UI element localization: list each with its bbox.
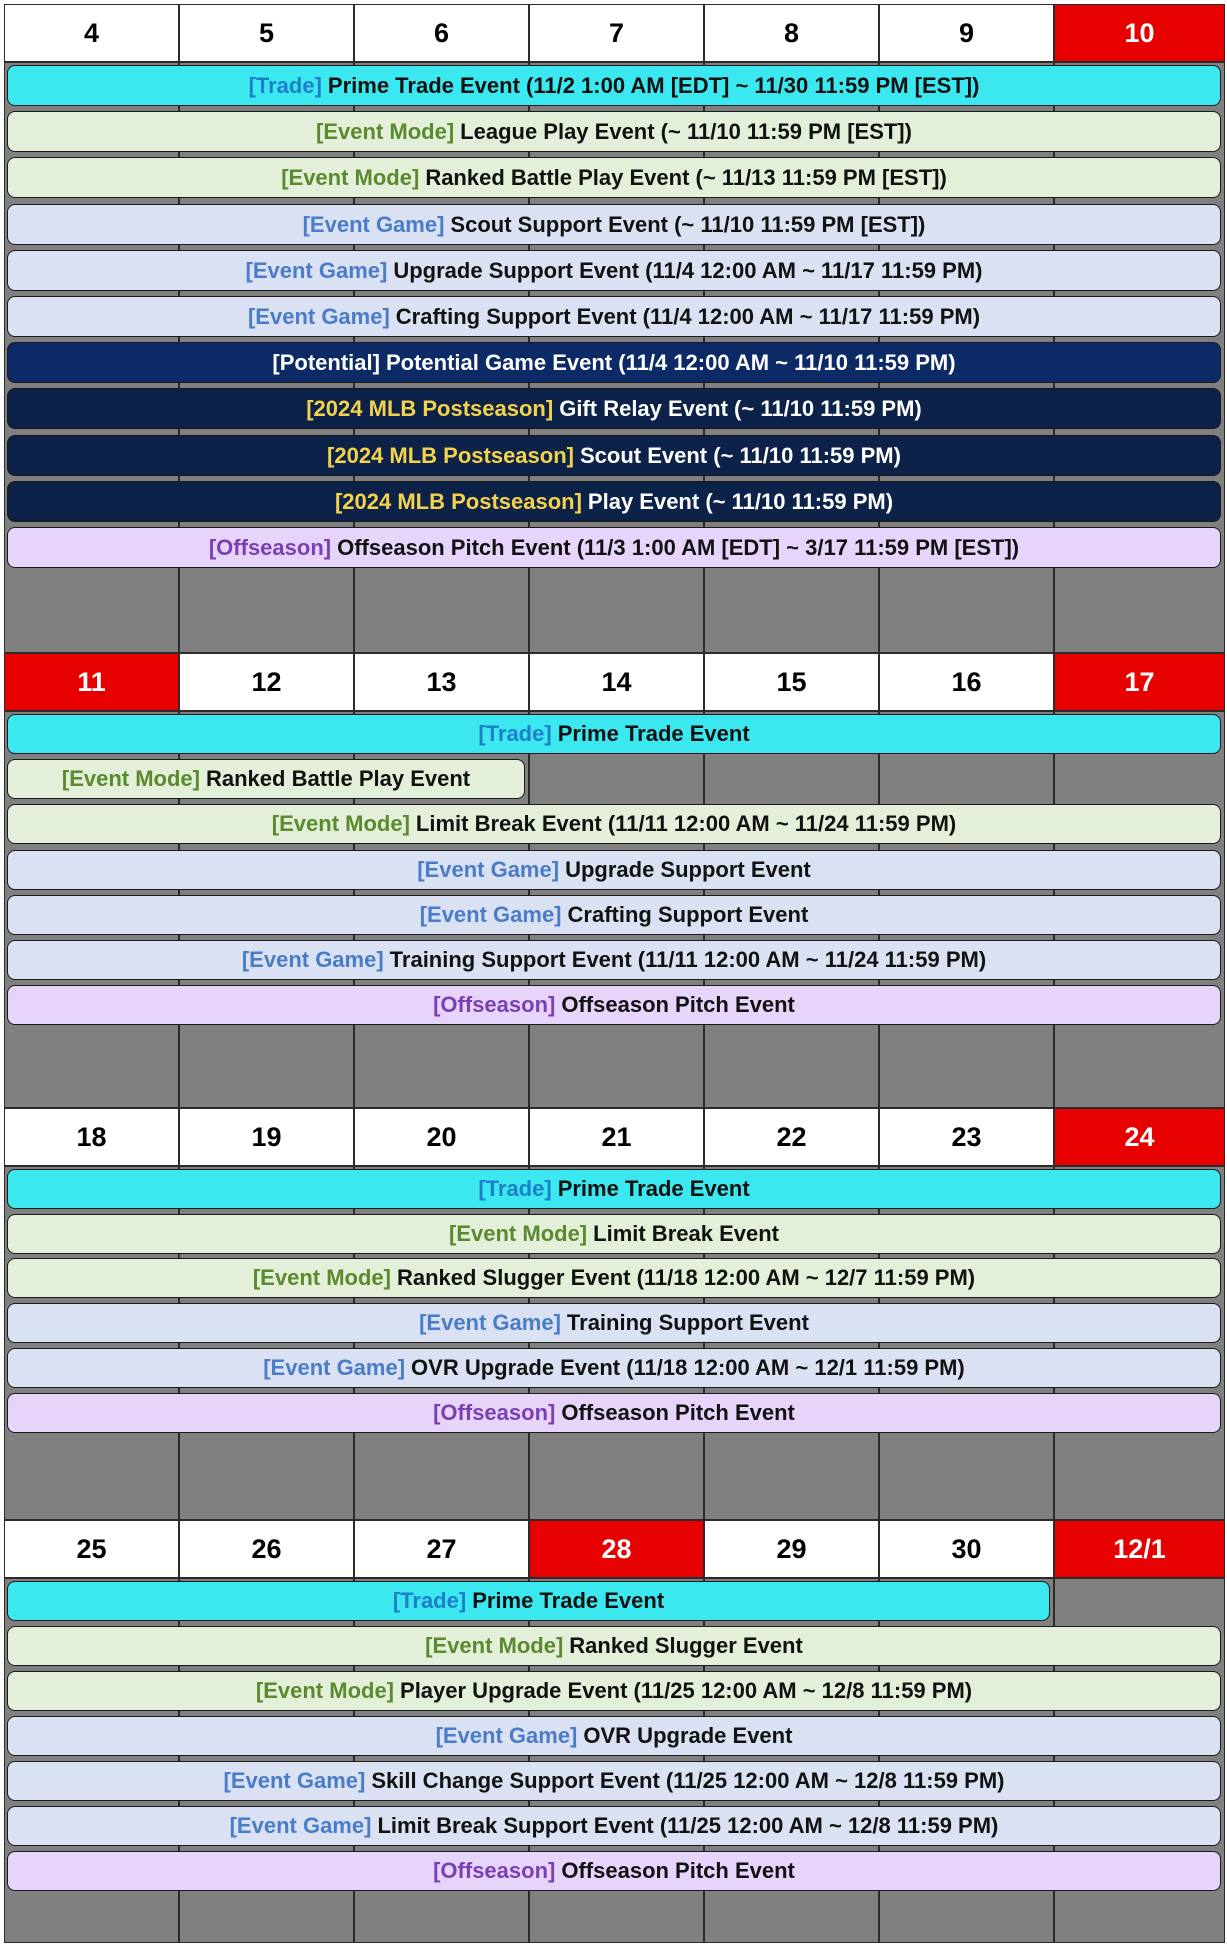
event-category-tag: [Event Mode] (255, 1678, 395, 1703)
event-category-tag: [Event Game] (419, 902, 562, 927)
event-category-tag: [Event Mode] (281, 164, 420, 190)
day-header-cell: 22 (704, 1108, 879, 1166)
event-category-tag: [2024 MLB Postseason] (306, 395, 554, 421)
day-header-cell: 11 (4, 653, 179, 711)
event-bar[interactable] (7, 1348, 1221, 1388)
event-bar[interactable] (7, 1581, 1050, 1621)
event-bar[interactable] (7, 1393, 1221, 1433)
event-category-tag: [Event Game] (241, 947, 384, 972)
event-title: Ranked Slugger Event (569, 1633, 803, 1658)
event-bar[interactable] (7, 1851, 1221, 1891)
event-bar[interactable] (7, 1671, 1221, 1711)
event-category-tag: [Event Mode] (316, 118, 455, 144)
event-category-tag: [Event Game] (419, 1310, 561, 1335)
event-category-tag: [Event Mode] (252, 1265, 391, 1290)
event-category-tag: [Event Game] (247, 303, 390, 329)
event-category-tag: [Trade] (478, 1176, 552, 1201)
event-bar[interactable] (7, 940, 1221, 980)
day-header-cell: 5 (179, 4, 354, 62)
event-bar[interactable] (7, 804, 1221, 844)
day-header-cell: 28 (529, 1520, 704, 1578)
event-title: Upgrade Support Event (11/4 12:00 AM ~ 11/17 11:59 PM) (393, 257, 983, 283)
day-header-cell: 4 (4, 4, 179, 62)
event-title: Limit Break Event (593, 1221, 779, 1246)
event-bar[interactable] (7, 1626, 1221, 1666)
event-bar[interactable] (7, 895, 1221, 935)
event-category-tag: [Offseason] (433, 1858, 556, 1883)
event-title: OVR Upgrade Event (583, 1723, 793, 1748)
event-title: Skill Change Support Event (11/25 12:00 AM ~ 12/8 11:59 PM) (371, 1768, 1005, 1793)
event-bar[interactable] (7, 342, 1221, 383)
event-title: League Play Event (~ 11/10 11:59 PM [EST]) (460, 118, 912, 144)
event-title: Offseason Pitch Event (561, 1400, 795, 1425)
event-category-tag: [Event Mode] (61, 766, 200, 791)
event-category-tag: [Event Game] (245, 257, 388, 283)
event-title: Prime Trade Event (557, 1176, 750, 1201)
event-title: Player Upgrade Event (11/25 12:00 AM ~ 12/8 11:59 PM) (400, 1678, 973, 1703)
day-header-cell: 27 (354, 1520, 529, 1578)
event-category-tag: [Offseason] (433, 1400, 556, 1425)
event-category-tag: [Event Mode] (425, 1633, 564, 1658)
event-title: Scout Event (~ 11/10 11:59 PM) (579, 442, 901, 468)
event-category-tag: [Offseason] (433, 992, 556, 1017)
event-title: Crafting Support Event (11/4 12:00 AM ~ 11/17 11:59 PM) (395, 303, 981, 329)
day-header-cell: 30 (879, 1520, 1054, 1578)
day-header-cell: 10 (1054, 4, 1225, 62)
event-bar[interactable] (7, 250, 1221, 291)
event-bar[interactable] (7, 1303, 1221, 1343)
event-title: OVR Upgrade Event (11/18 12:00 AM ~ 12/1 11:59 PM) (411, 1355, 965, 1380)
day-header-cell: 29 (704, 1520, 879, 1578)
event-bar[interactable] (7, 850, 1221, 890)
event-title: Gift Relay Event (~ 11/10 11:59 PM) (559, 395, 922, 421)
day-header-cell: 12 (179, 653, 354, 711)
event-category-tag: [Event Game] (435, 1723, 578, 1748)
event-title: Prime Trade Event (557, 721, 750, 746)
event-title: Training Support Event (566, 1310, 809, 1335)
event-bar[interactable] (7, 1761, 1221, 1801)
event-title: Ranked Battle Play Event (~ 11/13 11:59 PM [EST]) (425, 164, 947, 190)
day-header-cell: 16 (879, 653, 1054, 711)
event-bar[interactable] (7, 111, 1221, 152)
day-header-cell: 21 (529, 1108, 704, 1166)
event-bar[interactable] (7, 527, 1221, 568)
event-title: Training Support Event (11/11 12:00 AM ~ 11/24 11:59 PM) (389, 947, 987, 972)
event-category-tag: [2024 MLB Postseason] (327, 442, 574, 468)
event-bar[interactable] (7, 1214, 1221, 1254)
day-header-cell: 12/1 (1054, 1520, 1225, 1578)
day-header-cell: 8 (704, 4, 879, 62)
event-title: Prime Trade Event (11/2 1:00 AM [EDT] ~ 11/30 11:59 PM [EST]) (327, 72, 980, 98)
event-bar[interactable] (7, 1716, 1221, 1756)
event-category-tag: [2024 MLB Postseason] (334, 488, 582, 514)
event-bar[interactable] (7, 296, 1221, 337)
event-bar[interactable] (7, 435, 1221, 476)
event-category-tag: [Offseason] (208, 534, 332, 560)
day-header-cell: 18 (4, 1108, 179, 1166)
event-title: Ranked Slugger Event (11/18 12:00 AM ~ 12/7 11:59 PM) (396, 1265, 976, 1290)
event-category-tag: [Event Game] (229, 1813, 372, 1838)
day-header-cell: 9 (879, 4, 1054, 62)
event-bar[interactable] (7, 714, 1221, 754)
event-title: Limit Break Support Event (11/25 12:00 AM ~ 12/8 11:59 PM) (377, 1813, 999, 1838)
event-title: Offseason Pitch Event (561, 1858, 795, 1883)
day-header-cell: 26 (179, 1520, 354, 1578)
day-header-cell: 6 (354, 4, 529, 62)
event-title: Prime Trade Event (472, 1588, 665, 1613)
day-header-cell: 15 (704, 653, 879, 711)
day-header-cell: 24 (1054, 1108, 1225, 1166)
event-title: Upgrade Support Event (565, 857, 811, 882)
event-bar[interactable] (7, 985, 1221, 1025)
event-category-tag: [Event Mode] (449, 1221, 588, 1246)
event-bar[interactable] (7, 1169, 1221, 1209)
event-category-tag: [Event Game] (417, 857, 560, 882)
day-header-cell: 20 (354, 1108, 529, 1166)
event-bar[interactable] (7, 759, 525, 799)
day-header-cell: 13 (354, 653, 529, 711)
event-category-tag: [Event Mode] (271, 811, 410, 836)
event-bar[interactable] (7, 204, 1221, 245)
event-bar[interactable] (7, 1806, 1221, 1846)
day-header-cell: 19 (179, 1108, 354, 1166)
event-title: Ranked Battle Play Event (206, 766, 471, 791)
event-title: Limit Break Event (11/11 12:00 AM ~ 11/24 11:59 PM) (415, 811, 957, 836)
day-header-cell: 25 (4, 1520, 179, 1578)
event-category-tag: [Trade] (248, 72, 322, 98)
event-title: Crafting Support Event (567, 902, 809, 927)
day-header-cell: 14 (529, 653, 704, 711)
event-category-tag: [Potential] (272, 349, 380, 375)
event-bar[interactable] (7, 1258, 1221, 1298)
event-bar[interactable] (7, 65, 1221, 106)
event-title: Potential Game Event (11/4 12:00 AM ~ 11/10 11:59 PM) (385, 349, 956, 375)
event-bar[interactable] (7, 481, 1221, 522)
event-category-tag: [Trade] (392, 1588, 467, 1613)
event-title: Offseason Pitch Event (11/3 1:00 AM [EDT] ~ 3/17 11:59 PM [EST]) (337, 534, 1020, 560)
event-bar[interactable] (7, 388, 1221, 429)
event-title: Offseason Pitch Event (561, 992, 795, 1017)
event-title: Scout Support Event (~ 11/10 11:59 PM [EST]) (450, 211, 926, 237)
event-category-tag: [Trade] (478, 721, 552, 746)
day-header-cell: 7 (529, 4, 704, 62)
event-title: Play Event (~ 11/10 11:59 PM) (587, 488, 894, 514)
event-bar[interactable] (7, 157, 1221, 198)
event-category-tag: [Event Game] (302, 211, 445, 237)
event-category-tag: [Event Game] (263, 1355, 406, 1380)
event-category-tag: [Event Game] (223, 1768, 366, 1793)
day-header-cell: 23 (879, 1108, 1054, 1166)
day-header-cell: 17 (1054, 653, 1225, 711)
